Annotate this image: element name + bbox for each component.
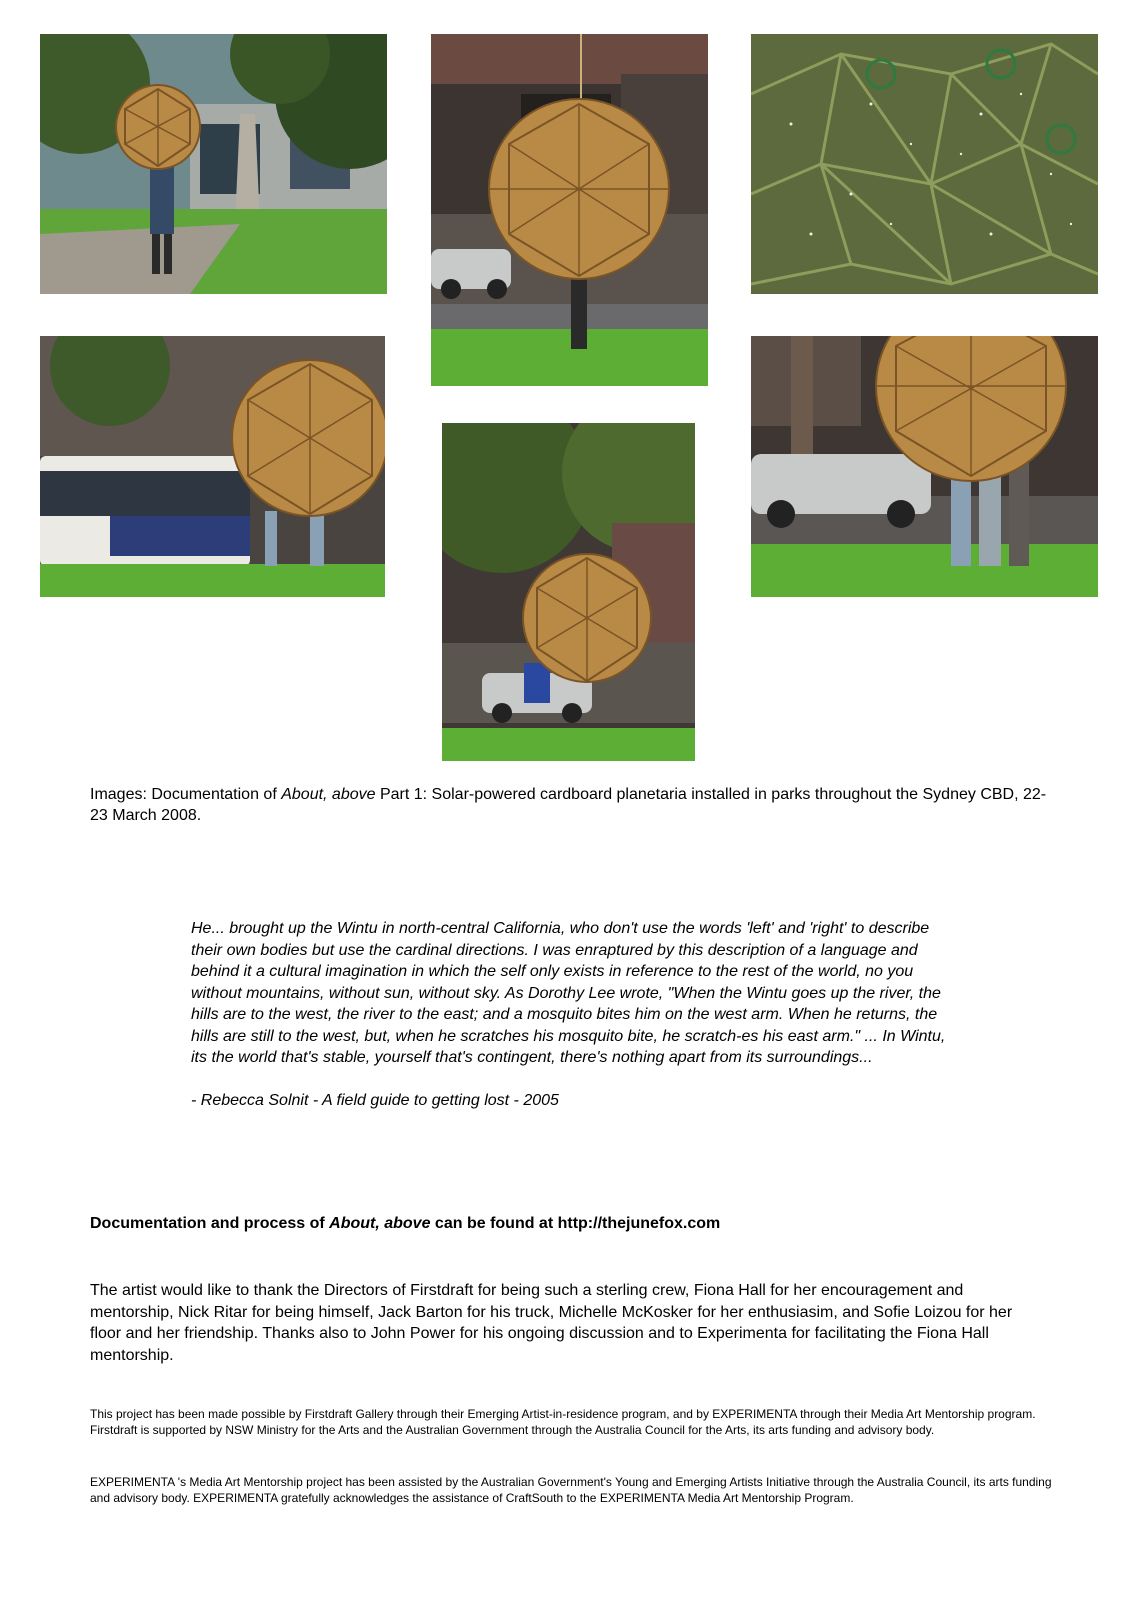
quote-text: He... brought up the Wintu in north-central California, who don't use the words 'left' and 'right' to describe their own bodies but use the cardinal directions. I was enraptured by this description of a language and behind it a cultural imagination in which the self only exists in reference to the rest of the world, no you without mountains, without sun, without sky. As Dorothy Lee wrote, "When the Wintu goes up the river, the hills are to the west, the river to the east; and a mosquito bites him on the west arm. When he returns, the hills are still to the west, but, when he scratches his mosquito bite, he scratch-es his east arm." ... In Wintu, its the world that's stable, yourself that's contingent, there's nothing apart from its surroundings...: [191, 920, 946, 1066]
photo-planetarium-interior-stars: [751, 34, 1098, 294]
caption-suffix: Part 1: Solar-powered cardboard planetaria installed in parks throughout the Sydney CBD, 22-23 March 2008.: [90, 786, 1047, 824]
caption-prefix: Images: Documentation of: [90, 786, 282, 803]
photo-three-people-under-planetarium: [751, 336, 1098, 597]
photo-person-wearing-planetarium: [40, 34, 387, 294]
photo-planetarium-tree: [442, 423, 695, 761]
acknowledgements: The artist would like to thank the Directors of Firstdraft for being such a sterling crew, Fiona Hall for her encouragement and mentorship, Nick Ritar for being himself, Jack Barton for his truck, Michelle McKosker for her enthusiasim, and Sofie Loizou for her floor and her friendship. Thanks also to John Power for his ongoing discussion and to Experimenta for facilitating the Fiona Hall mentorship.: [90, 1282, 1013, 1364]
funding-note-experimenta: EXPERIMENTA 's Media Art Mentorship project has been assisted by the Australian Government's Young and Emerging Artists Initiative through the Australia Council, its arts funding and advisory body. EXPERIMENTA gratefully acknowledges the assistance of CraftSouth to the EXPERIMENTA Media Art Mentorship Program.: [90, 1475, 1052, 1505]
quote-attribution: - Rebecca Solnit - A field guide to getting lost - 2005: [191, 1091, 559, 1109]
photo-planetarium-bus: [40, 336, 385, 597]
documentation-line: [90, 1215, 1050, 1233]
photo-planetarium-hanging-building: [431, 34, 708, 386]
funding-note-firstdraft: This project has been made possible by Firstdraft Gallery through their Emerging Artist-in-residence program, and by EXPERIMENTA through their Media Art Mentorship program. Firstdraft is supported by NSW Ministry for the Arts and the Australian Government through the Australia Council for the Arts, its arts funding and advisory body.: [90, 1407, 1036, 1437]
block-quote: [191, 918, 961, 1111]
docline-title: About, above: [329, 1215, 431, 1232]
docline-prefix: Documentation and process of: [90, 1215, 330, 1232]
caption-title: About, above: [281, 786, 376, 803]
docline-suffix: can be found at http://thejunefox.com: [430, 1215, 721, 1232]
image-caption: [90, 784, 1050, 826]
